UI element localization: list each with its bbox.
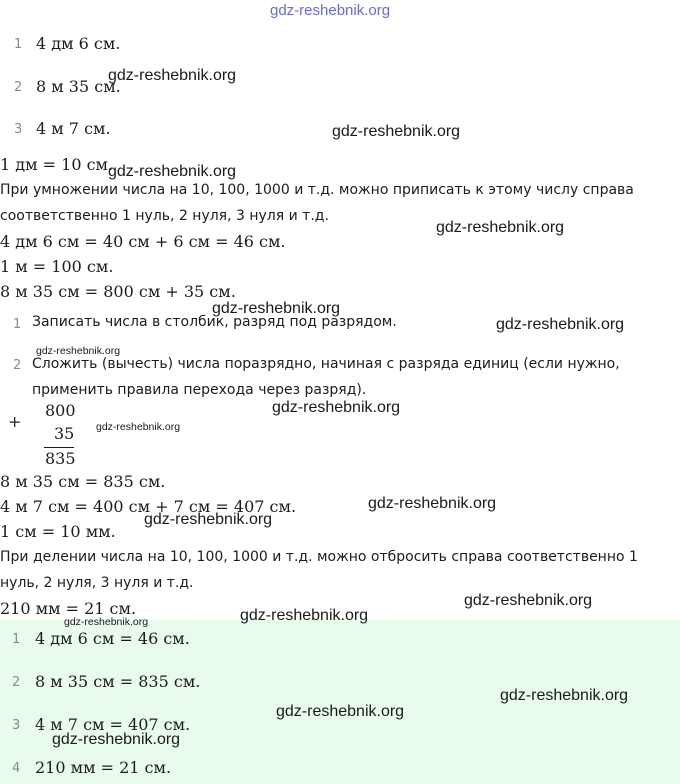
answer-item: 4 дм 6 см = 46 см.: [35, 629, 190, 648]
watermark: gdz-reshebnik.org: [500, 687, 629, 704]
watermark: gdz-reshebnik.org: [368, 495, 497, 512]
watermark: gdz-reshebnik.org: [64, 616, 149, 628]
watermark-top: gdz-reshebnik.org: [270, 2, 391, 19]
answer-number: 3: [12, 718, 21, 733]
watermark: gdz-reshebnik.org: [436, 219, 565, 236]
watermark: gdz-reshebnik.org: [144, 511, 273, 528]
solution-line: 8 м 35 см = 800 см + 35 см.: [0, 282, 236, 301]
solution-line: нуль, 2 нуля, 3 нуля и т.д.: [0, 575, 194, 591]
plan-item-number: 2: [14, 80, 23, 95]
answer-number: 1: [12, 632, 21, 647]
solution-line: 4 дм 6 см = 40 см + 6 см = 46 см.: [0, 232, 286, 251]
watermark: gdz-reshebnik.org: [52, 731, 181, 748]
step-text: Сложить (вычесть) числа поразрядно, начиная с разряда единиц (если нужно,: [32, 356, 620, 372]
watermark: gdz-reshebnik.org: [96, 421, 181, 433]
solution-line: 1 дм = 10 см.: [0, 155, 114, 174]
watermark: gdz-reshebnik.org: [108, 67, 237, 84]
answer-item: 210 мм = 21 см.: [35, 758, 172, 777]
column-addend: 35: [54, 424, 75, 443]
solution-line: 210 мм = 21 см.: [0, 599, 137, 618]
watermark: gdz-reshebnik.org: [464, 592, 593, 609]
column-rule: [44, 447, 74, 448]
step-text: применить правила перехода через разряд).: [32, 382, 367, 398]
column-addend: 800: [45, 401, 76, 420]
watermark: gdz-reshebnik.org: [272, 399, 401, 416]
step-text: Записать числа в столбик, разряд под разрядом.: [32, 314, 397, 330]
step-number: 1: [13, 317, 22, 332]
plus-sign: +: [8, 412, 22, 431]
solution-line: 4 м 7 см = 400 см + 7 см = 407 см.: [0, 497, 297, 516]
watermark: gdz-reshebnik.org: [240, 607, 369, 624]
watermark: gdz-reshebnik.org: [276, 703, 405, 720]
watermark: gdz-reshebnik.org: [36, 345, 121, 357]
solution-line: 1 м = 100 см.: [0, 257, 114, 276]
watermark: gdz-reshebnik.org: [496, 316, 625, 333]
plan-item: 8 м 35 см.: [36, 77, 121, 96]
solution-line: При умножении числа на 10, 100, 1000 и т.д. можно приписать к этому числу справа: [0, 182, 634, 198]
watermark: gdz-reshebnik.org: [108, 163, 237, 180]
answer-number: 4: [12, 761, 21, 776]
column-sum: 835: [45, 449, 76, 468]
answer-item: 4 м 7 см = 407 см.: [35, 715, 191, 734]
plan-item: 4 м 7 см.: [36, 119, 111, 138]
solution-line: 1 см = 10 мм.: [0, 522, 116, 541]
watermark: gdz-reshebnik.org: [212, 300, 341, 317]
plan-item-number: 3: [14, 122, 23, 137]
solution-line: соответственно 1 нуль, 2 нуля, 3 нуля и т.д.: [0, 208, 329, 224]
answer-number: 2: [12, 675, 21, 690]
solution-line: При делении числа на 10, 100, 1000 и т.д. можно отбросить справа соответственно 1: [0, 549, 638, 565]
answer-item: 8 м 35 см = 835 см.: [35, 672, 201, 691]
plan-item-number: 1: [14, 37, 23, 52]
step-number: 2: [13, 358, 22, 373]
watermark: gdz-reshebnik.org: [332, 123, 461, 140]
solution-line: 8 м 35 см = 835 см.: [0, 472, 166, 491]
plan-item: 4 дм 6 см.: [36, 34, 121, 53]
